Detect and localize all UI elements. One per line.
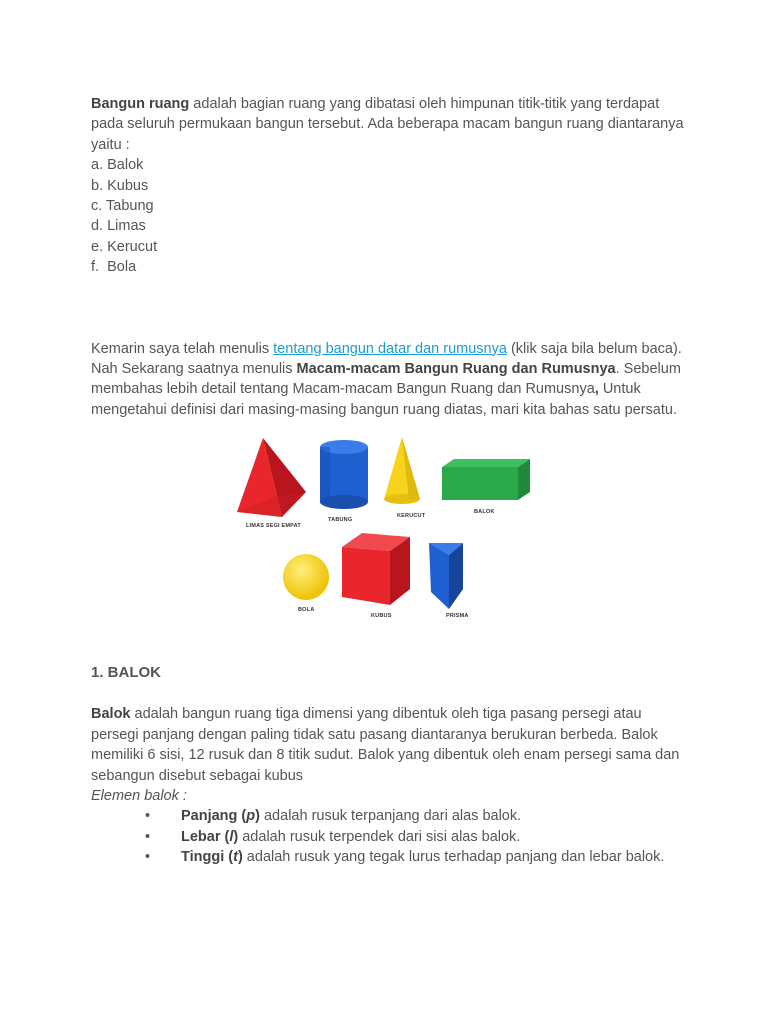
para2-bold-comma: , bbox=[594, 381, 599, 398]
balok-term: Balok bbox=[91, 706, 131, 723]
item-text: adalah rusuk terpendek dari sisi alas balok. bbox=[238, 828, 521, 845]
shapes-illustration bbox=[234, 437, 544, 627]
elemen-list bbox=[91, 806, 691, 867]
cylinder-shape bbox=[320, 440, 368, 509]
item-symbol: p bbox=[246, 808, 256, 825]
bangun-datar-link[interactable]: tentang bangun datar dan rumusnya bbox=[273, 340, 507, 357]
label-bola: BOLA bbox=[298, 607, 315, 614]
item-close: ) bbox=[255, 808, 260, 825]
para2-text-1: Kemarin saya telah menulis bbox=[91, 340, 274, 357]
item-symbol: l bbox=[229, 828, 234, 845]
list-item bbox=[91, 806, 691, 826]
item-symbol: t bbox=[233, 849, 238, 866]
sphere-shape bbox=[283, 554, 329, 600]
pyramid-shape bbox=[237, 438, 306, 517]
label-limas: LIMAS SEGI EMPAT bbox=[246, 523, 301, 530]
item-term: Panjang ( bbox=[181, 808, 247, 825]
elemen-label: Elemen balok : bbox=[91, 787, 187, 804]
cube-shape bbox=[342, 533, 410, 605]
shapes-image bbox=[234, 437, 544, 627]
shape-list bbox=[91, 155, 691, 277]
para2-bold-title: Macam-macam Bangun Ruang dan Rumusnya bbox=[296, 361, 616, 378]
list-item bbox=[91, 827, 691, 847]
prism-shape bbox=[429, 543, 463, 609]
cone-shape bbox=[384, 437, 420, 504]
cuboid-shape bbox=[442, 459, 530, 500]
intro-term: Bangun ruang bbox=[91, 96, 190, 112]
label-kerucut: KERUCUT bbox=[397, 513, 426, 520]
bullet: • bbox=[145, 808, 151, 825]
intro-text: adalah bagian ruang yang dibatasi oleh himpunan titik-titik yang terdapat pada seluruh permukaan bangun tersebut. Ada beberapa macam bangun ruang diantaranya yaitu : bbox=[91, 96, 684, 153]
item-text: adalah rusuk terpanjang dari alas balok. bbox=[259, 808, 522, 825]
item-close: ) bbox=[237, 849, 243, 866]
item-term: Tinggi ( bbox=[181, 849, 234, 866]
label-prisma: PRISMA bbox=[446, 613, 469, 620]
para2-text-2: (klik saja bila belum baca). Nah Sekarang saatnya menulis bbox=[91, 340, 682, 378]
list-item: f. Bola bbox=[91, 259, 137, 276]
balok-paragraph bbox=[91, 704, 691, 786]
label-kubus: KUBUS bbox=[371, 613, 392, 620]
intro-paragraph bbox=[91, 94, 691, 155]
bullet: • bbox=[145, 849, 151, 866]
section-heading-balok: 1. BALOK bbox=[91, 664, 162, 682]
para2-text-4: Untuk mengetahui definisi dari masing-masing bangun ruang diatas, mari kita bahas satu persatu. bbox=[91, 381, 677, 418]
list-item: e. Kerucut bbox=[91, 238, 158, 255]
list-item: a. Balok bbox=[91, 157, 144, 174]
balok-text: adalah bangun ruang tiga dimensi yang dibentuk oleh tiga pasang persegi atau persegi panjang dengan paling tidak satu pasang diantaranya berukuran berbeda. Balok memiliki 6 sisi, 12 rusuk dan 8 titik sudut. Balok yang dibentuk oleh enam persegi sama dan sebangun disebut sebagai kubus bbox=[91, 706, 680, 784]
label-tabung: TABUNG bbox=[328, 517, 353, 524]
list-item: c. Tabung bbox=[91, 198, 154, 215]
list-item: b. Kubus bbox=[91, 177, 149, 194]
para2-text-3: . Sebelum membahas lebih detail tentang Macam-macam Bangun Ruang dan Rumusnya bbox=[91, 361, 681, 398]
second-paragraph bbox=[91, 339, 691, 421]
label-balok: BALOK bbox=[474, 509, 495, 516]
item-term: Lebar ( bbox=[181, 828, 230, 845]
list-item bbox=[91, 847, 691, 867]
document-body bbox=[91, 94, 691, 868]
item-close: ) bbox=[233, 828, 239, 845]
bullet: • bbox=[145, 828, 151, 845]
item-text: adalah rusuk yang tegak lurus terhadap panjang dan lebar balok. bbox=[242, 849, 665, 866]
list-item: d. Limas bbox=[91, 218, 146, 235]
